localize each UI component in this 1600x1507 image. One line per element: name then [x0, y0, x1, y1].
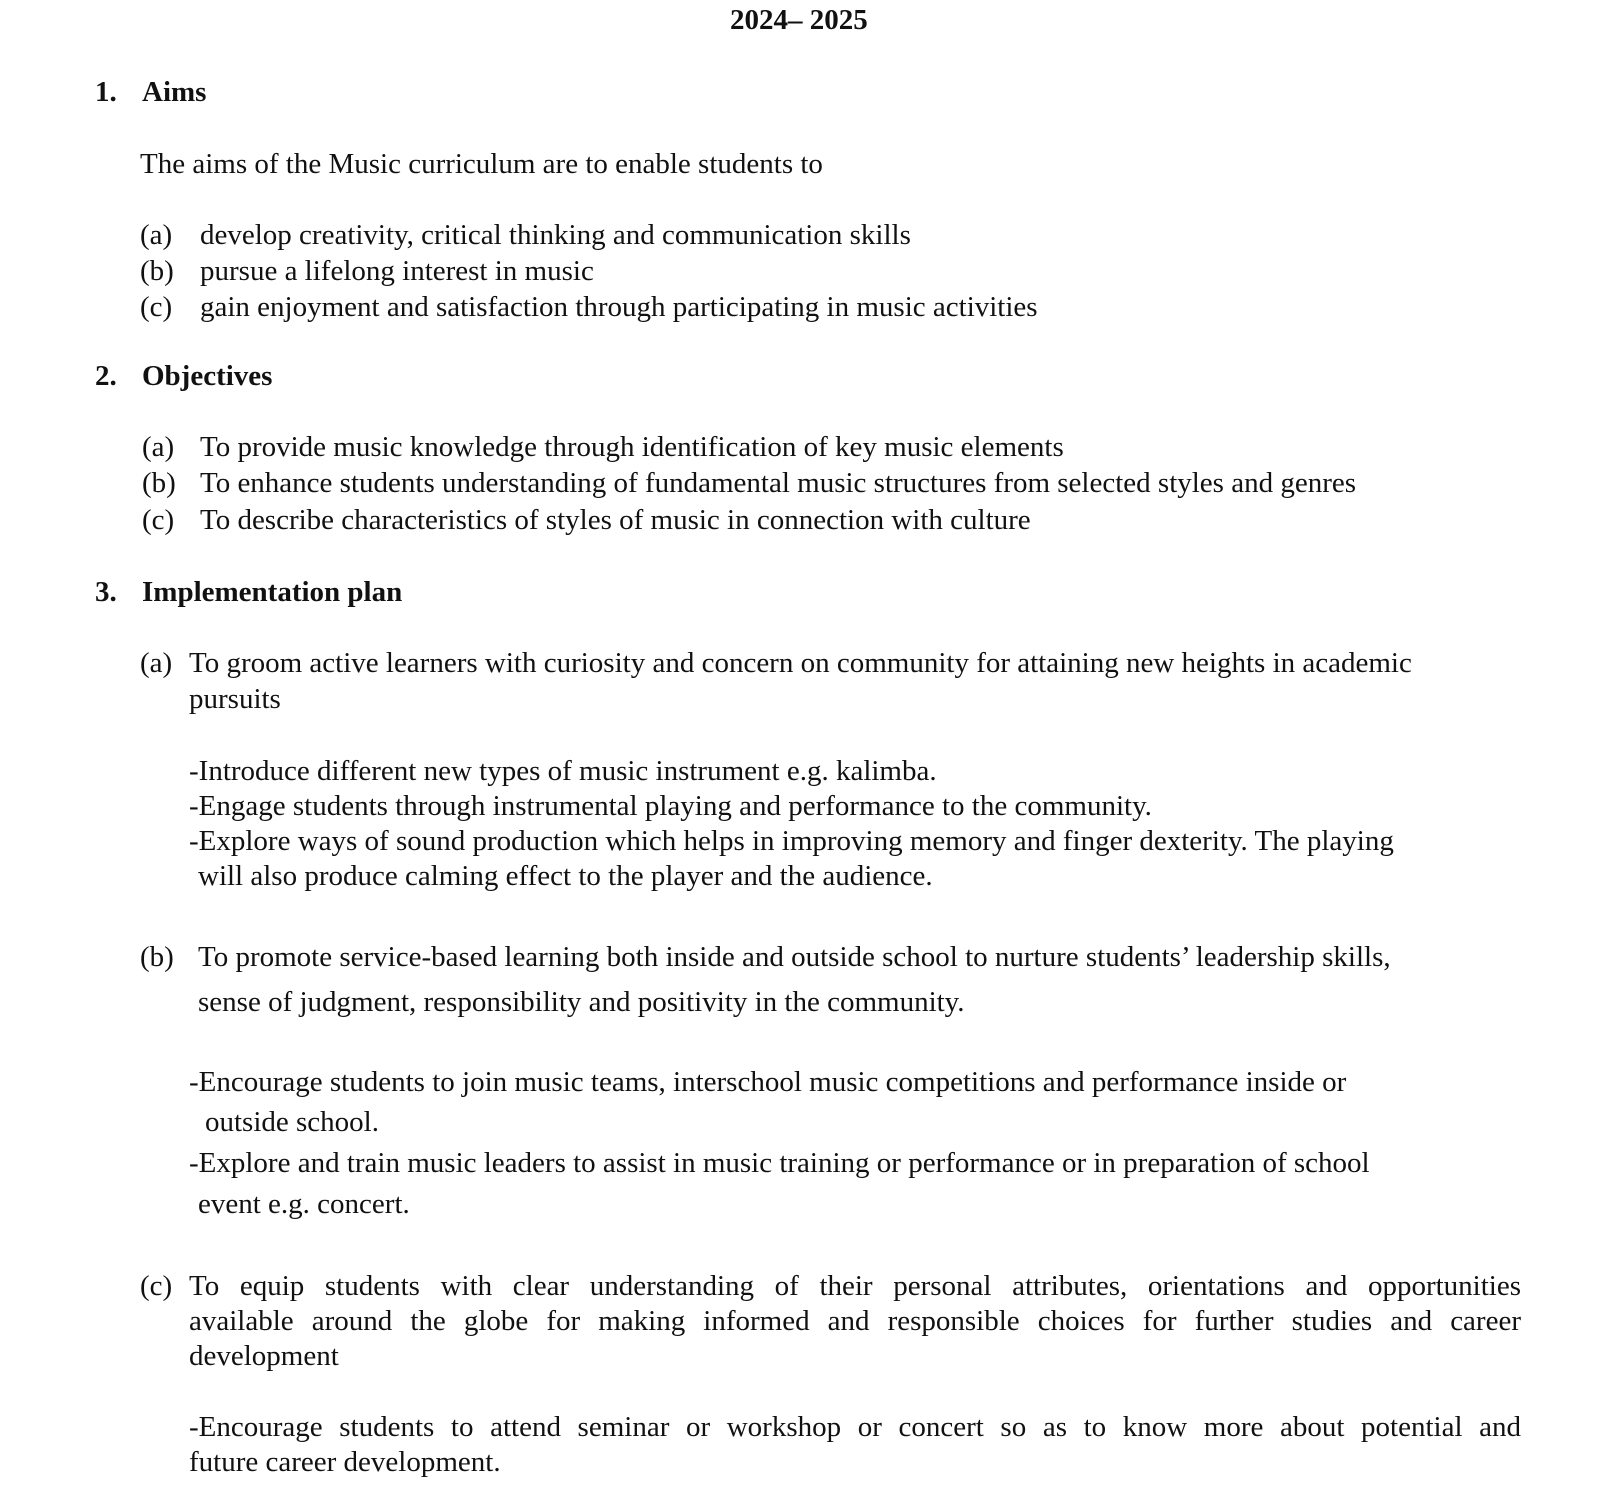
plan-item-b-line-2: sense of judgment, responsibility and positivity in the community. — [198, 986, 965, 1018]
section-2-title: Objectives — [142, 360, 273, 392]
objectives-item-c-marker: (c) — [142, 504, 175, 536]
plan-item-c-bullet-1-line-1: -Encourage students to attend seminar or workshop or concert so as to know more about potential and — [189, 1411, 1521, 1443]
aims-item-b-marker: (b) — [140, 255, 174, 287]
plan-item-c-line-3: development — [189, 1340, 339, 1372]
plan-item-c-bullet-1-line-2: future career development. — [189, 1446, 501, 1478]
plan-item-a-line-2: pursuits — [189, 683, 281, 715]
aims-item-a-text: develop creativity, critical thinking and communication skills — [200, 219, 911, 251]
document-year: 2024– 2025 — [730, 4, 868, 36]
section-2-number: 2. — [95, 360, 117, 392]
section-3-number: 3. — [95, 576, 117, 608]
plan-item-b-line-1: To promote service-based learning both inside and outside school to nurture students’ leadership skills, — [198, 941, 1391, 973]
plan-item-b-bullet-2-line-1: -Explore and train music leaders to assist in music training or performance or in preparation of school — [189, 1147, 1370, 1179]
plan-item-b-bullet-1-line-2: outside school. — [205, 1106, 379, 1138]
plan-item-b-bullet-2-line-2: event e.g. concert. — [198, 1188, 410, 1220]
section-1-intro: The aims of the Music curriculum are to enable students to — [140, 148, 823, 180]
objectives-item-a-text: To provide music knowledge through identification of key music elements — [200, 431, 1064, 463]
plan-item-a-bullet-2: -Engage students through instrumental playing and performance to the community. — [189, 790, 1152, 822]
plan-item-c-line-1: To equip students with clear understanding of their personal attributes, orientations and opportunities — [189, 1270, 1521, 1302]
objectives-item-c-text: To describe characteristics of styles of music in connection with culture — [200, 504, 1031, 536]
section-3-title: Implementation plan — [142, 576, 403, 608]
aims-item-a-marker: (a) — [140, 219, 173, 251]
plan-item-a-line-1: To groom active learners with curiosity and concern on community for attaining new heights in academic — [189, 647, 1412, 679]
plan-item-c-line-2: available around the globe for making informed and responsible choices for further studies and career — [189, 1305, 1521, 1337]
objectives-item-b-marker: (b) — [142, 467, 176, 499]
aims-item-b-text: pursue a lifelong interest in music — [200, 255, 594, 287]
aims-item-c-marker: (c) — [140, 291, 173, 323]
objectives-item-a-marker: (a) — [142, 431, 175, 463]
aims-item-c-text: gain enjoyment and satisfaction through participating in music activities — [200, 291, 1038, 323]
plan-item-c-marker: (c) — [140, 1270, 173, 1302]
plan-item-a-marker: (a) — [140, 647, 173, 679]
objectives-item-b-text: To enhance students understanding of fundamental music structures from selected styles and genres — [200, 467, 1357, 499]
plan-item-a-bullet-1: -Introduce different new types of music instrument e.g. kalimba. — [189, 755, 937, 787]
plan-item-b-marker: (b) — [140, 941, 174, 973]
section-1-number: 1. — [95, 76, 117, 108]
section-1-title: Aims — [142, 76, 207, 108]
plan-item-a-bullet-3-line-1: -Explore ways of sound production which helps in improving memory and finger dexterity. The playing — [189, 825, 1394, 857]
plan-item-b-bullet-1-line-1: -Encourage students to join music teams, interschool music competitions and performance inside or — [189, 1066, 1347, 1098]
plan-item-a-bullet-3-line-2: will also produce calming effect to the player and the audience. — [198, 860, 933, 892]
